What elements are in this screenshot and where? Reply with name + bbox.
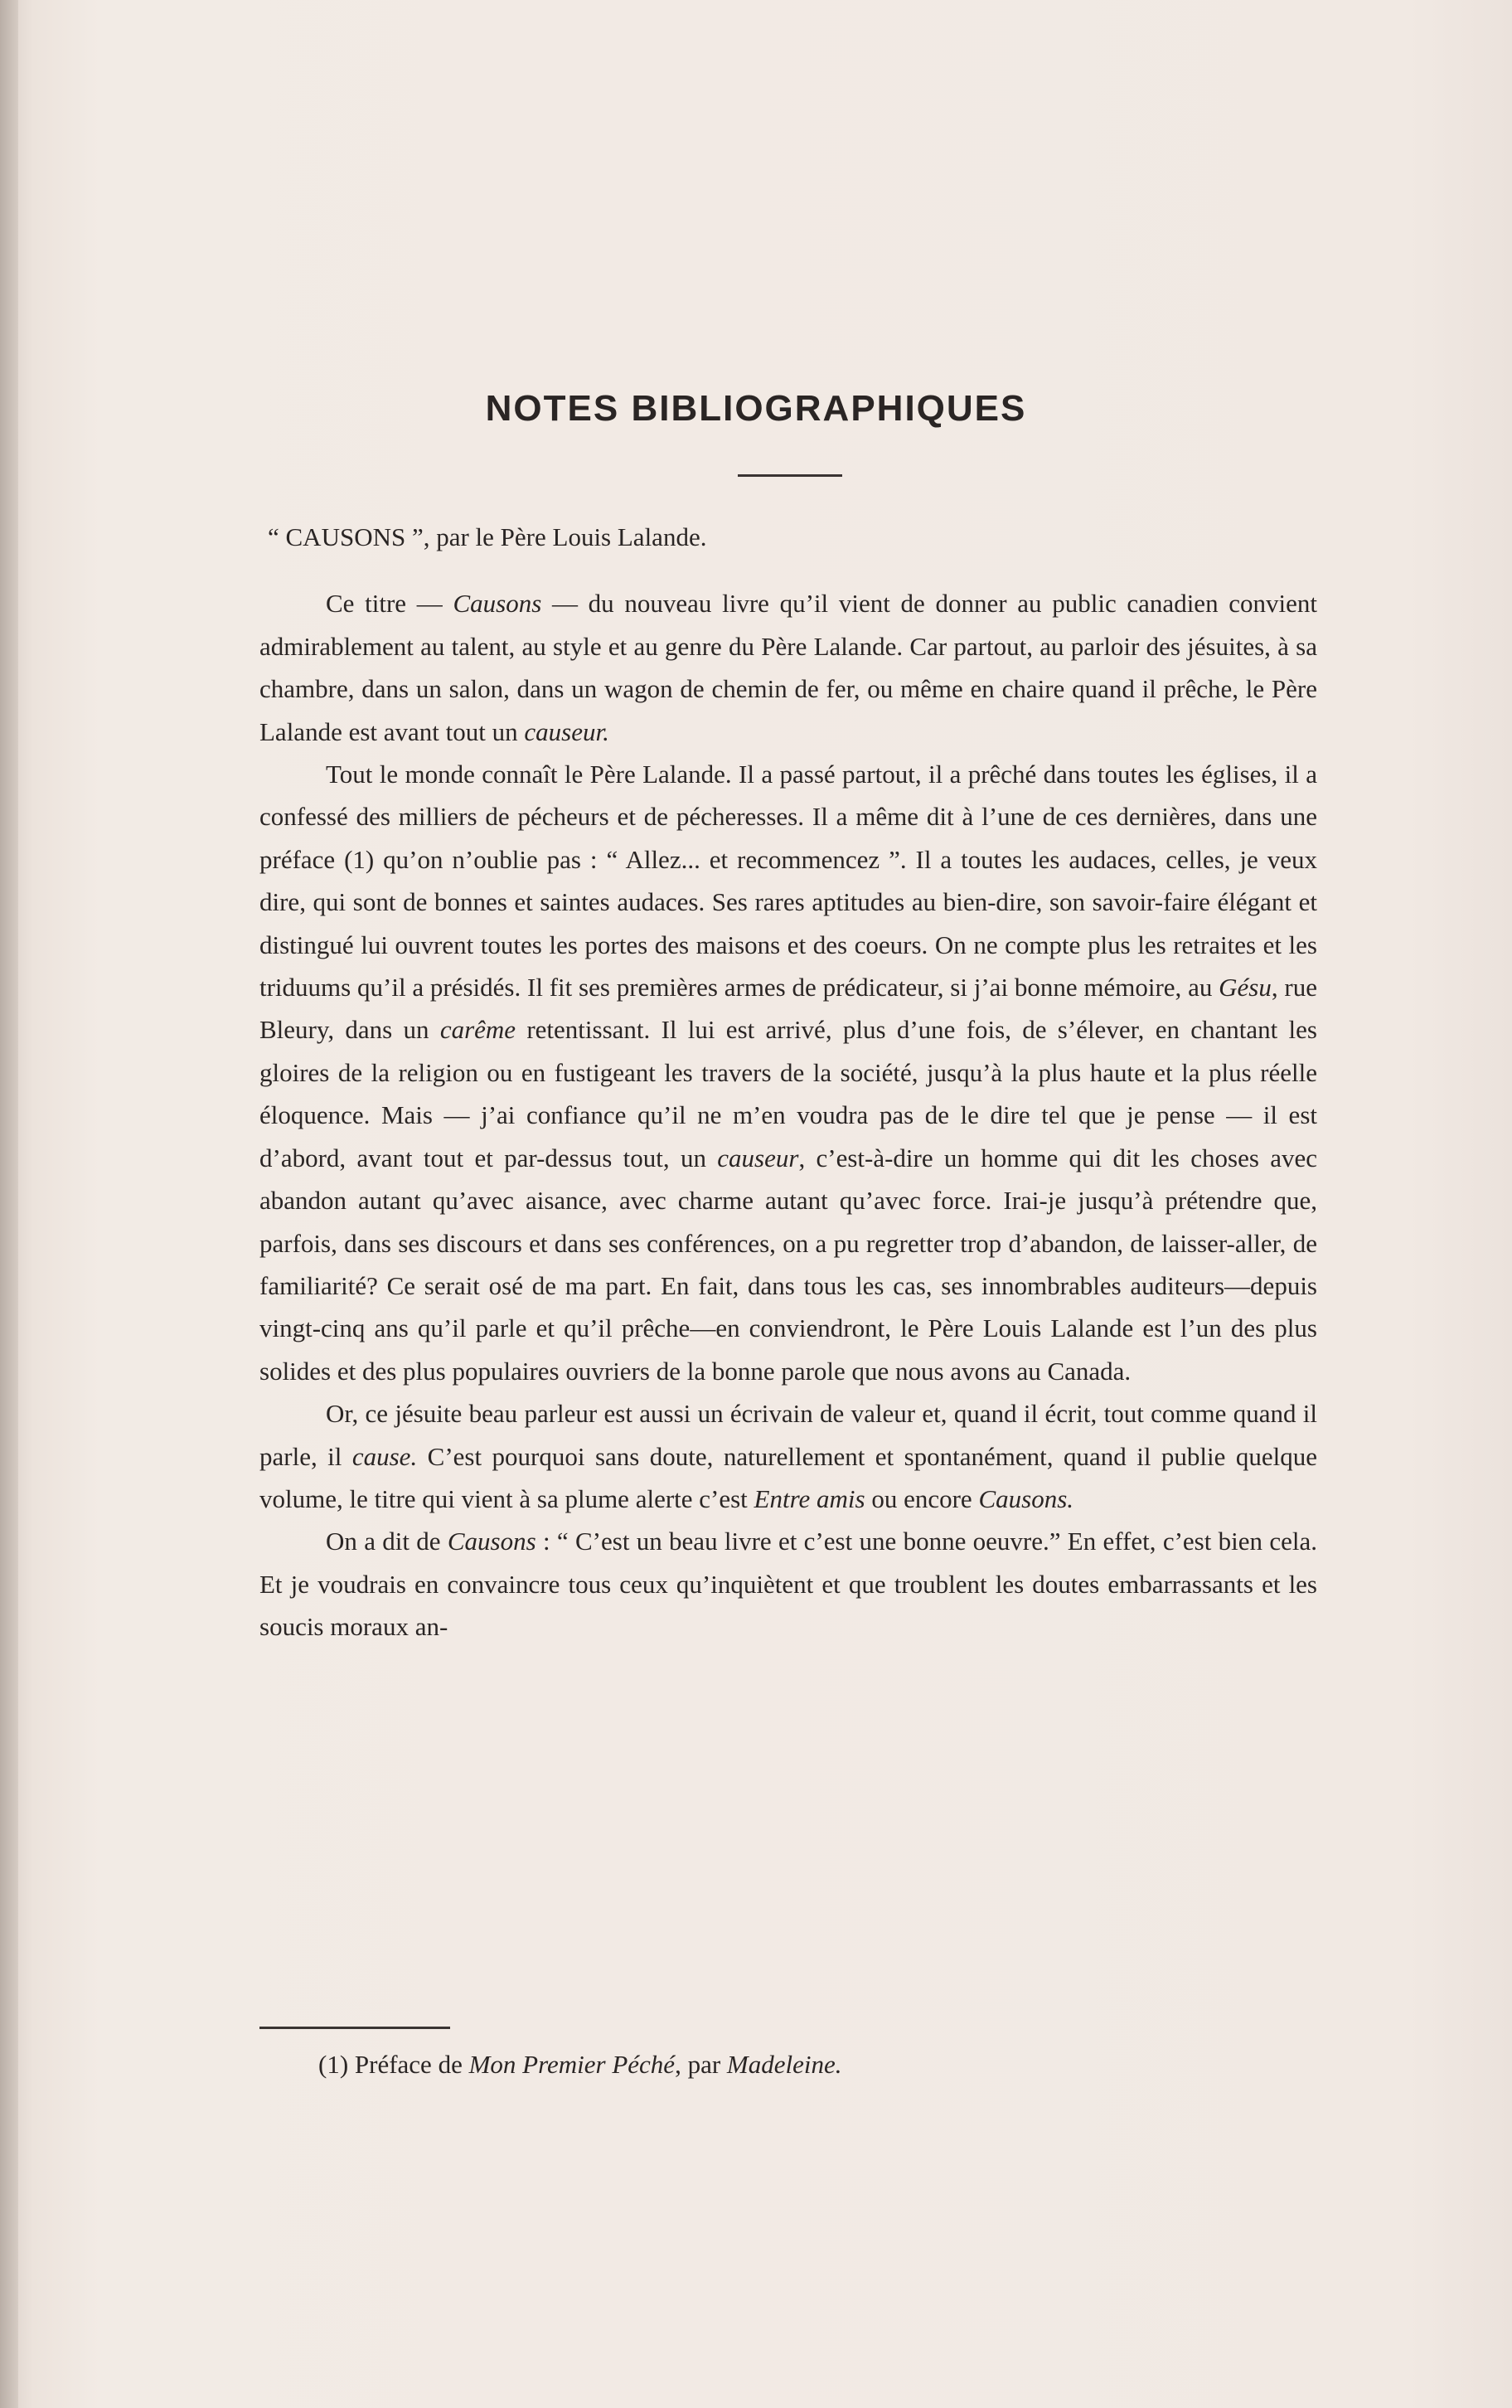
- article-heading: “ CAUSONS ”, par le Père Louis Lalande.: [268, 522, 707, 551]
- italic-text-run: carême: [439, 1015, 516, 1045]
- page-title: NOTES BIBLIOGRAPHIQUES: [485, 388, 1027, 429]
- footnote-rule: [259, 2027, 450, 2029]
- paragraph: [259, 1392, 1317, 1520]
- paragraph: [259, 582, 1317, 753]
- text-run: (1) Préface de: [318, 2050, 469, 2079]
- italic-text-run: Causons: [447, 1527, 536, 1556]
- italic-text-run: causeur.: [524, 716, 609, 746]
- paragraphs-container: [259, 582, 1317, 1648]
- text-run: retentissant. Il lui est arrivé, plus d’une fois, de s’élever, en chantant les gloires de la religion ou en fustigeant les travers de la société, jusqu’à la plus haute et la plus réelle éloquence. Mais — j’ai confiance qu’il ne m’en voudra pas de le dire tel que je pense — il est d’abord, avant tout et par-dessus tout, un: [259, 1015, 1317, 1172]
- text-run: Ce titre —: [326, 589, 453, 619]
- title-rule: [738, 474, 842, 477]
- text-run: — du nouveau livre qu’il vient de donner au public canadien convient admirablement au talent, au style et au genre du Père Lalande. Car partout, au parloir des jésuites, à sa chambre, dans un salon, dans un wagon de chemin de fer, ou même en chaire quand il prêche, le Père Lalande est avant tout un: [259, 589, 1318, 746]
- italic-text-run: causeur: [717, 1143, 799, 1172]
- italic-text-run: Madeleine.: [726, 2050, 842, 2079]
- footnote: [318, 2044, 1313, 2085]
- italic-text-run: Mon Premier Péché: [468, 2050, 676, 2079]
- text-run: Tout le monde connaît le Père Lalande. Il a passé partout, il a prêché dans toutes les églises, il a confessé des milliers de pécheurs et de pécheresses. Il a même dit à l’une de ces dernières, dans une préface (1) qu’on n’oublie pas : “ Allez... et recommencez ”. Il a toutes les audaces, celles, je veux dire, qui sont de bonnes et saintes audaces. Ses rares aptitudes au bien-dire, son savoir-faire élégant et distingué lui ouvrent toutes les portes des maisons et des coeurs. On ne compte plus les retraites et les triduums qu’il a présidés. Il fit ses premières armes de prédicateur, si j’ai bonne mémoire, au: [259, 760, 1317, 1003]
- binding-edge: [0, 0, 18, 2408]
- italic-text-run: Causons.: [978, 1483, 1074, 1513]
- italic-text-run: Entre amis: [754, 1483, 865, 1513]
- text-run: On a dit de: [326, 1527, 448, 1556]
- paragraph: [259, 753, 1317, 1392]
- text-run: , rue Bleury, dans un: [259, 973, 1317, 1045]
- italic-text-run: cause.: [351, 1441, 418, 1471]
- article-body: [259, 516, 1317, 1648]
- text-run: , par: [675, 2050, 727, 2079]
- italic-text-run: Gésu: [1219, 973, 1272, 1003]
- text-run: , c’est-à-dire un homme qui dit les choses avec abandon autant qu’avec aisance, avec charme autant qu’avec force. Irai-je jusqu’à prétendre que, parfois, dans ses discours et dans ses conférences, on a pu regretter trop d’abandon, de laisser-aller, de familiarité? Ce serait osé de ma part. En fait, dans tous les cas, ses innombrables auditeurs—depuis vingt-cinq ans qu’il parle et qu’il prêche—en conviendront, le Père Louis Lalande est l’un des plus solides et des plus populaires ouvriers de la bonne parole que nous avons au Canada.: [259, 1143, 1317, 1386]
- paragraph: [259, 1520, 1317, 1648]
- text-run: : “ C’est un beau livre et c’est une bonne oeuvre.” En effet, c’est bien cela. Et je voudrais en convaincre tous ceux qu’inquiètent et que troublent les doutes embarrassants et les soucis moraux an-: [259, 1527, 1317, 1642]
- text-run: C’est pourquoi sans doute, naturellement et spontanément, quand il publie quelque volume, le titre qui vient à sa plume alerte c’est: [259, 1441, 1317, 1513]
- text-run: ou encore: [865, 1483, 979, 1513]
- italic-text-run: Causons: [453, 589, 542, 619]
- text-run: Or, ce jésuite beau parleur est aussi un écrivain de valeur et, quand il écrit, tout comme quand il parle, il: [259, 1399, 1317, 1471]
